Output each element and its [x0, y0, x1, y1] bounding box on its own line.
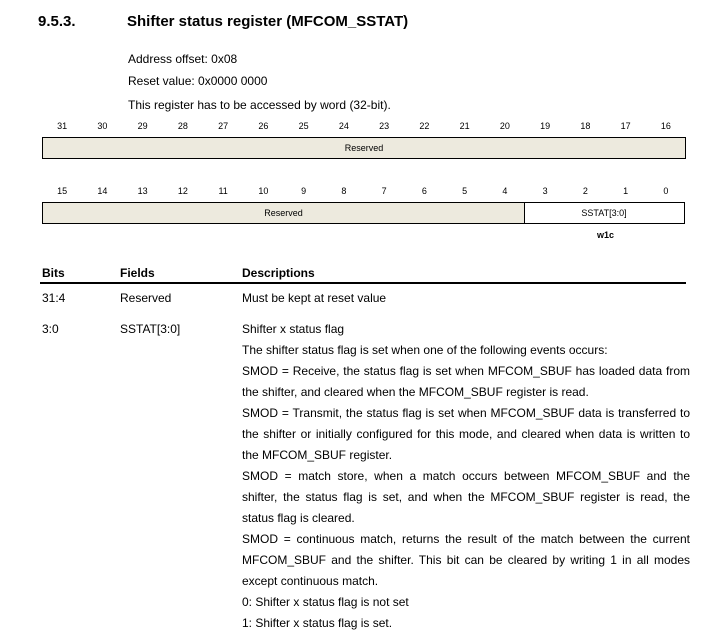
- field-row-high: [42, 137, 686, 159]
- bit-number: 12: [177, 186, 188, 196]
- bit-number: 25: [298, 121, 309, 131]
- row-bits: 31:4: [42, 291, 66, 305]
- bit-number: 8: [341, 186, 347, 196]
- bit-number: 31: [57, 121, 68, 131]
- bit-number: 11: [218, 186, 228, 196]
- table-header-rule: [40, 282, 686, 284]
- bit-number: 7: [381, 186, 387, 196]
- bit-number: 17: [620, 121, 631, 131]
- bit-number: 15: [57, 186, 68, 196]
- description-paragraph: 1: Shifter x status flag is set.: [242, 616, 393, 630]
- description-paragraph: SMOD = continuous match, returns the result of the match between the current MFCOM_SBUF and the shifter. This bit can be cleared by writing 1 in all modes except continuous match.: [242, 532, 690, 588]
- row-field: SSTAT[3:0]: [120, 322, 181, 336]
- bit-number: 10: [258, 186, 269, 196]
- bit-number: 2: [582, 186, 588, 196]
- bit-number: 24: [338, 121, 349, 131]
- header-bits: Bits: [42, 266, 65, 280]
- bit-number: 1: [623, 186, 629, 196]
- description-paragraph: Shifter x status flag: [242, 322, 345, 336]
- access-note: This register has to be accessed by word (32-bit).: [128, 98, 391, 112]
- bit-number: 0: [663, 186, 669, 196]
- bit-number: 3: [542, 186, 548, 196]
- row-description: [242, 319, 690, 634]
- row-description: Must be kept at reset value: [242, 291, 387, 305]
- bit-number: 23: [379, 121, 390, 131]
- field-label: Reserved: [344, 143, 384, 153]
- bit-number: 13: [137, 186, 148, 196]
- field-label: Reserved: [264, 208, 303, 218]
- field-label: SSTAT[3:0]: [581, 208, 627, 218]
- bit-number: 29: [137, 121, 148, 131]
- description-paragraph: SMOD = Receive, the status flag is set when MFCOM_SBUF has loaded data from the shifter, and cleared when the MFCOM_SBUF register is read.: [242, 364, 690, 399]
- bit-number: 14: [97, 186, 108, 196]
- bit-number: 21: [459, 121, 470, 131]
- description-paragraph: 0: Shifter x status flag is not set: [242, 595, 409, 609]
- address-offset: Address offset: 0x08: [128, 52, 238, 66]
- bit-number: 30: [97, 121, 108, 131]
- header-descriptions: Descriptions: [242, 266, 315, 280]
- field-box-reserved-high: [42, 137, 686, 159]
- bit-number: 5: [462, 186, 468, 196]
- bit-number: 18: [580, 121, 591, 131]
- section-number: 9.5.3.: [38, 13, 76, 30]
- bit-number: 16: [660, 121, 671, 131]
- bit-number: 20: [499, 121, 510, 131]
- bit-numbers-high: [42, 121, 686, 132]
- reset-value: Reset value: 0x0000 0000: [128, 74, 268, 88]
- description-paragraph: The shifter status flag is set when one of the following events occurs:: [242, 343, 608, 357]
- description-paragraph: SMOD = match store, when a match occurs between MFCOM_SBUF and the shifter, the status flag is set, and when the MFCOM_SBUF register is read, the status flag is cleared.: [242, 469, 690, 525]
- bit-number: 27: [218, 121, 229, 131]
- register-meta: [128, 48, 267, 92]
- row-bits: 3:0: [42, 322, 59, 336]
- header-fields: Fields: [120, 266, 155, 280]
- bit-numbers-low: [42, 186, 686, 197]
- bit-number: 6: [421, 186, 427, 196]
- bit-number: 28: [177, 121, 188, 131]
- field-box-sstat: [524, 202, 685, 224]
- access-type-w1c: w1c: [596, 230, 614, 240]
- bit-number: 26: [258, 121, 269, 131]
- bit-number: 4: [502, 186, 508, 196]
- field-row-low: [42, 202, 686, 224]
- page-title: Shifter status register (MFCOM_SSTAT): [127, 13, 409, 30]
- field-box-reserved-low: [42, 202, 525, 224]
- bit-number: 19: [540, 121, 551, 131]
- row-field: Reserved: [120, 291, 172, 305]
- description-paragraph: SMOD = Transmit, the status flag is set when MFCOM_SBUF data is transferred to the shifter or initially configured for this mode, and cleared when data is written to the MFCOM_SBUF register.: [242, 406, 690, 462]
- bit-number: 9: [301, 186, 307, 196]
- bit-number: 22: [419, 121, 430, 131]
